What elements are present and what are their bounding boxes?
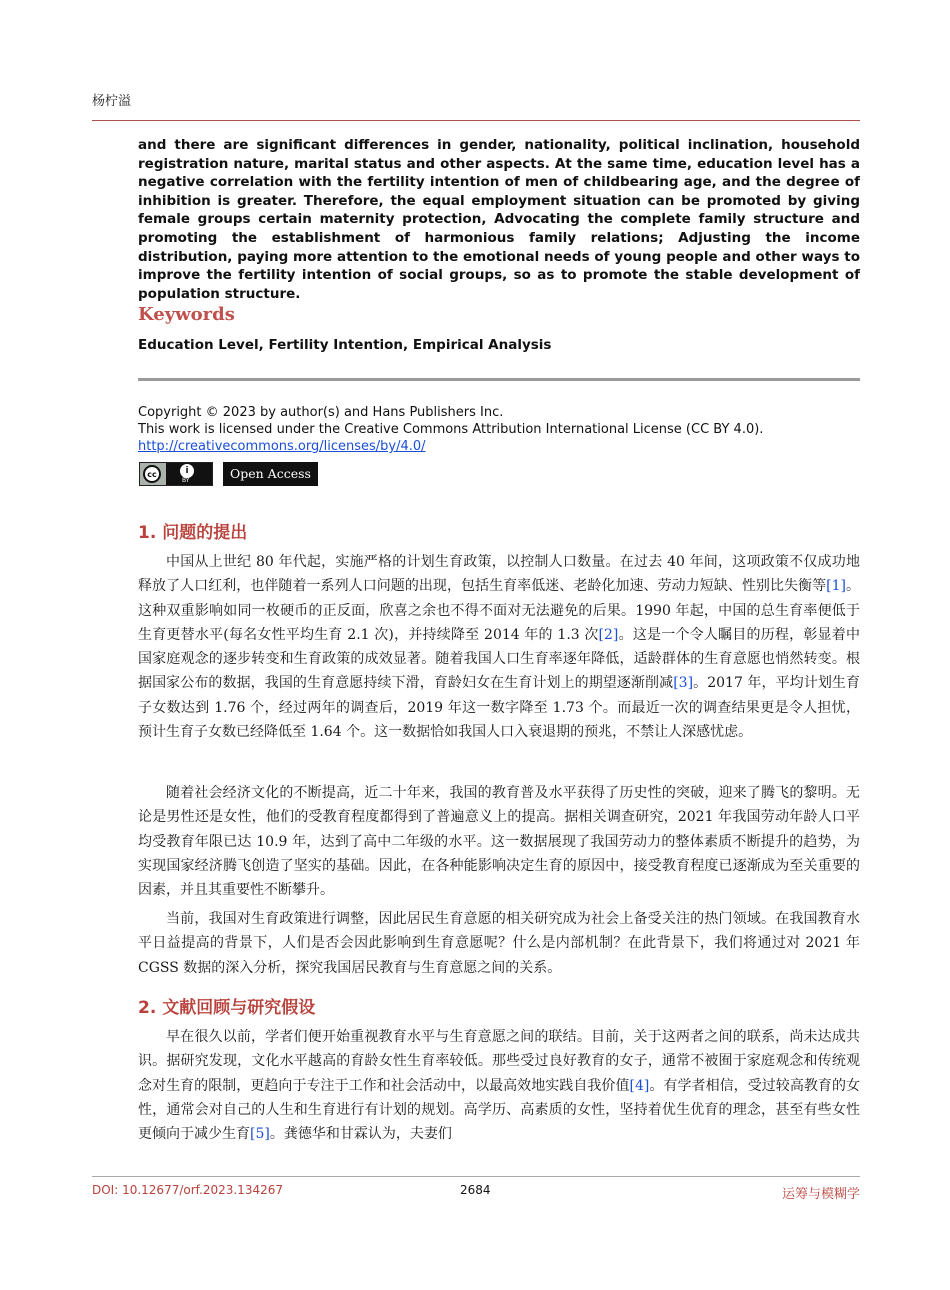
section-2-paragraph-1: 早在很久以前，学者们便开始重视教育水平与生育意愿之间的联结。目前，关于这两者之间的联系，尚未达成共识。据研究发现，文化水平越高的育龄女性生育率较低。那些受过良好教育的女子，通常不被囿于家庭观念和传统观念对生育的限制，更趋向于专注于工作和社会活动中，以最高效地实践自我价值[4]。有学者相信，受过较高教育的女性，通常会对自己的人生和生育进行有计划的规划。高学历、高素质的女性，坚持着优生优育的理念，甚至有些女性更倾向于减少生育[5]。龚德华和甘霖认为，夫妻们 — [138, 1029, 861, 1143]
citation-link[interactable]: [2] — [598, 626, 619, 643]
citation-link[interactable]: [4] — [629, 1077, 650, 1094]
copyright-line: Copyright © 2023 by author(s) and Hans Publishers Inc. — [138, 405, 504, 420]
section-1-paragraph-2: 随着社会经济文化的不断提高，近二十年来，我国的教育普及水平获得了历史性的突破，迎来了腾飞的黎明。无论是男性还是女性，他们的受教育程度都得到了普遍意义上的提高。据相关调查研究，2021 年我国劳动年龄人口平均受教育年限已达 10.9 年，达到了高中二年级的水平。这一数据展现了我国劳动力的整体素质不断提升的趋势，为实现国家经济腾飞创造了坚实的基础。因此，在各种能影响决定生育的原因中，接受教育程度已逐渐成为至关重要的因素，并且其重要性不断攀升。 — [138, 785, 860, 899]
journal-name: 运筹与模糊学 — [781, 1187, 860, 1202]
by-label: BY — [182, 477, 190, 484]
cc-icon: cc — [143, 465, 161, 483]
keywords-heading: Keywords — [138, 304, 235, 325]
footer-divider — [92, 1176, 860, 1177]
header-divider — [92, 120, 860, 121]
footer-doi[interactable]: DOI: 10.12677/orf.2023.134267 — [92, 1183, 283, 1197]
keywords-text: Education Level, Fertility Intention, Empirical Analysis — [138, 337, 552, 353]
open-access-badge[interactable]: Open Access — [223, 462, 318, 486]
section-1-paragraph-3: 当前，我国对生育政策进行调整，因此居民生育意愿的相关研究成为社会上备受关注的热门领域。在我国教育水平日益提高的背景下，人们是否会因此影响到生育意愿呢？什么是内部机制？在此背景下，我们将通过对 2021 年 CGSS 数据的深入分析，探究我国居民教育与生育意愿之间的关系。 — [138, 911, 860, 976]
citation-link[interactable]: [5] — [250, 1126, 270, 1143]
page-number: 2684 — [460, 1183, 491, 1197]
abstract-text: and there are significant differences in gender, nationality, political inclination, household registration nature, marital status and other aspects. At the same time, education level has a negative correlation with the fertility intention of men of childbearing age, and the degree of inhibition is greater. Therefore, the equal employment situation can be promoted by giving female groups certain maternity protection, Advocating the complete family structure and promoting the establishment of harmonious family relations; Adjusting the income distribution, paying more attention to the emotional needs of young people and other ways to improve the fertility intention of social groups, so as to promote the stable development of population structure. — [138, 137, 860, 302]
license-line: This work is licensed under the Creative Commons Attribution International License (CC BY 4.0). — [138, 422, 764, 437]
section-1-paragraph-1: 中国从上世纪 80 年代起，实施严格的计划生育政策，以控制人口数量。在过去 40 年间，这项政策不仅成功地释放了人口红利，也伴随着一系列人口问题的出现，包括生育率低迷、老龄化加速、劳动力短缺、性别比失衡等[1]。这种双重影响如同一枚硬币的正反面，欣喜之余也不得不面对无法避免的后果。1990 年起，中国的总生育率便低于生育更替水平(每名女性平均生育 2.1 次)，并持续降至 2014 年的 1.3 次[2]。这是一个令人瞩目的历程，彰显着中国家庭观念的逐步转变和生育政策的成效显著。随着我国人口生育率逐年降低，适龄群体的生育意愿也悄然转变。根据国家公布的数据，我国的生育意愿持续下滑，育龄妇女在生育计划上的期望逐渐削减[3]。2017 年，平均计划生育子女数达到 1.76 个，经过两年的调查后，2019 年这一数字降至 1.73 个。而最近一次的调查结果更是令人担忧，预计生育子女数已经降低至 1.64 个。这一数据恰如我国人口入衰退期的预兆，不禁让人深感忧虑。 — [138, 554, 861, 741]
license-link[interactable]: http://creativecommons.org/licenses/by/4.0/ — [138, 439, 426, 454]
citation-link[interactable]: [1] — [826, 578, 846, 595]
person-icon: i — [180, 464, 194, 478]
citation-link[interactable]: [3] — [673, 675, 694, 692]
section-1-heading: 1. 问题的提出 — [138, 523, 248, 543]
copyright-block — [138, 404, 860, 455]
running-header-author: 杨柠溢 — [92, 94, 132, 109]
license-badges — [139, 462, 318, 486]
cc-by-badge[interactable] — [139, 462, 213, 486]
section-2-heading: 2. 文献回顾与研究假设 — [138, 998, 316, 1018]
section-divider — [138, 378, 860, 381]
